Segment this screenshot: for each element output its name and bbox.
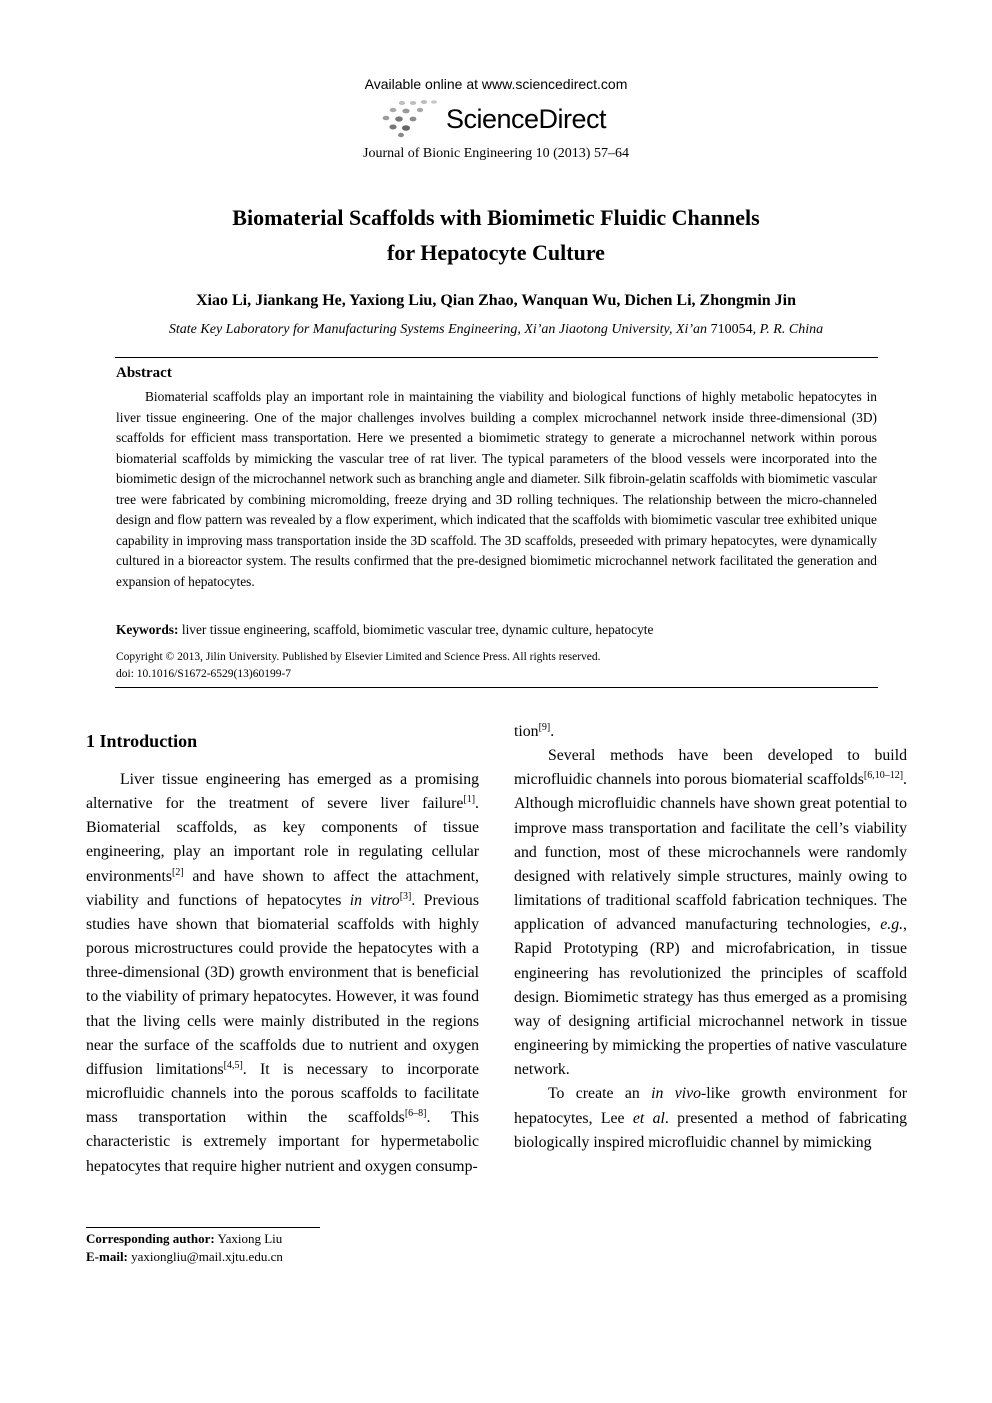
- footnote: [86, 1230, 283, 1266]
- email-line: [86, 1248, 283, 1266]
- citation-ref: [6,10–12]: [863, 770, 904, 782]
- text-run: . It is necessary to incorporate microfluidic channels into the porous scaffolds to facilitate mass transportation within the scaffolds: [86, 1060, 479, 1127]
- text-run: and have shown to affect the attachment, viability and functions of hepatocytes: [86, 867, 479, 909]
- text-run: . This characteristic is extremely important for hypermetabolic hepatocytes that require higher nutrient and oxygen consump-: [86, 1109, 479, 1175]
- citation-ref: [9]: [538, 722, 551, 733]
- italic-term: in vivo: [651, 1085, 702, 1103]
- journal-citation: Journal of Bionic Engineering 10 (2013) 57–64: [363, 146, 629, 161]
- sciencedirect-dots-icon: [380, 98, 440, 138]
- doi-line: doi: 10.1016/S1672-6529(13)60199-7: [116, 668, 292, 680]
- citation-ref: [3]: [399, 890, 412, 902]
- intro-paragraph-2: [514, 744, 907, 1082]
- text-run: .: [550, 723, 555, 740]
- keywords-line: [116, 622, 877, 638]
- keywords-label: Keywords:: [116, 622, 179, 637]
- affiliation: State Key Laboratory for Manufacturing Systems Engineering, Xi’an Jiaotong University, Xi’an 710054, P. R. China: [168, 322, 824, 337]
- section-heading-introduction: 1 Introduction: [86, 731, 198, 751]
- email-label: E-mail:: [86, 1249, 128, 1264]
- abstract-bottom-rule: [115, 687, 878, 688]
- text-run: Several methods have been developed to build microfluidic channels into porous biomaterial scaffolds: [514, 747, 907, 789]
- right-column: [514, 720, 907, 1155]
- keywords-list: liver tissue engineering, scaffold, biomimetic vascular tree, dynamic culture, hepatocyte: [181, 622, 654, 637]
- corresponding-author-line: [86, 1230, 283, 1248]
- intro-paragraph-3: [514, 1082, 907, 1154]
- available-online-text: Available online at www.sciencedirect.com: [364, 76, 628, 92]
- affiliation-country: P. R. China: [759, 322, 824, 337]
- italic-term: in vitro: [349, 891, 400, 909]
- corresponding-author-label: Corresponding author:: [86, 1231, 215, 1246]
- abstract-body: Biomaterial scaffolds play an important role in maintaining the viability and biological functions of highly metabolic hepatocytes in liver tissue engineering. One of the major challenges involves building a complex microchannel network inside three-dimensional (3D) scaffolds for efficient mass transportation. Here we presented a biomimetic strategy to generate a microchannel network within porous biomaterial scaffolds by mimicking the vascular tree of rat liver. The typical parameters of the blood vessels were incorporated into the biomimetic design of the microchannel network such as branching angle and diameter. Silk fibroin-gelatin scaffolds with biomimetic vascular tree were fabricated by combining micromolding, freeze drying and 3D rolling techniques. The relationship between the micro-channeled design and flow pattern was revealed by a flow experiment, which indicated that the scaffolds with biomimetic vascular tree exhibited unique capability in improving mass transportation inside the 3D scaffold. The 3D scaffolds, preseeded with primary hepatocytes, were dynamically cultured in a bioreactor system. The results confirmed that the pre-designed biomimetic microchannel network facilitated the generation and expansion of hepatocytes.: [116, 389, 877, 589]
- title-line-2: for Hepatocyte Culture: [387, 240, 605, 265]
- text-run: To create an: [548, 1085, 652, 1103]
- copyright-line: Copyright © 2013, Jilin University. Published by Elsevier Limited and Science Press. All rights reserved.: [116, 651, 601, 663]
- affiliation-text: State Key Laboratory for Manufacturing Systems Engineering, Xi’an Jiaotong University, Xi’an: [168, 322, 708, 337]
- citation-ref: [6–8]: [404, 1108, 427, 1120]
- abstract-top-rule: [115, 357, 878, 358]
- left-column: [86, 768, 479, 1179]
- sciencedirect-logo: [380, 96, 606, 140]
- abstract-heading: Abstract: [116, 365, 172, 381]
- corresponding-author-name: Yaxiong Liu: [217, 1231, 283, 1246]
- author-email: yaxiongliu@mail.xjtu.edu.cn: [131, 1249, 283, 1264]
- citation-ref: [2]: [172, 866, 184, 878]
- text-run: . Previous studies have shown that biomaterial scaffolds with highly porous microstructures could provide the hepatocytes with a three-dimensional (3D) growth environment that is beneficial to the viability of primary hepatocytes. However, it was found that the living cells were mainly distributed in the regions near the surface of the scaffolds due to nutrient and oxygen diffusion limitations: [86, 891, 479, 1078]
- footnote-rule: [86, 1227, 320, 1228]
- italic-term: e.g.: [880, 916, 904, 934]
- author-list: Xiao Li, Jiankang He, Yaxiong Liu, Qian Zhao, Wanquan Wu, Dichen Li, Zhongmin Jin: [195, 292, 797, 309]
- text-run: . Biomaterial scaffolds, as key components of tissue engineering, play an important role in regulating cellular environments: [86, 795, 479, 885]
- title-line-1: Biomaterial Scaffolds with Biomimetic Fluidic Channels: [232, 205, 760, 230]
- paper-title: [0, 200, 992, 270]
- text-run: Liver tissue engineering has emerged as a promising alternative for the treatment of severe liver failure: [86, 771, 479, 813]
- affiliation-postcode: 710054: [710, 322, 753, 337]
- copyright-block: [116, 649, 601, 683]
- text-run: . Although microfluidic channels have shown great potential to improve mass transportation and facilitate the cell’s viability and function, most of these microchannels were randomly designed with relatively simple structures, mainly owing to limitations of traditional scaffold fabrication techniques. The application of advanced manufacturing technologies,: [514, 771, 907, 934]
- intro-paragraph-1: [86, 768, 479, 1179]
- text-run: -like growth environment for hepatocytes, Lee: [514, 1085, 907, 1127]
- italic-term: et al: [632, 1109, 665, 1127]
- citation-ref: [4,5]: [223, 1059, 243, 1071]
- text-run: tion: [514, 723, 539, 740]
- text-run: , Rapid Prototyping (RP) and microfabrication, in tissue engineering has revolutionized the principles of scaffold design. Biomimetic strategy has thus emerged as a promising way of designing artificial microchannel network in tissue engineering by mimicking the properties of native vasculature network.: [514, 916, 907, 1079]
- text-run: . presented a method of fabricating biologically inspired microfluidic channel by mimicking: [514, 1109, 907, 1151]
- intro-paragraph-1-continued: [514, 720, 907, 744]
- citation-ref: [1]: [463, 794, 476, 806]
- sciencedirect-logo-text: ScienceDirect: [446, 103, 607, 134]
